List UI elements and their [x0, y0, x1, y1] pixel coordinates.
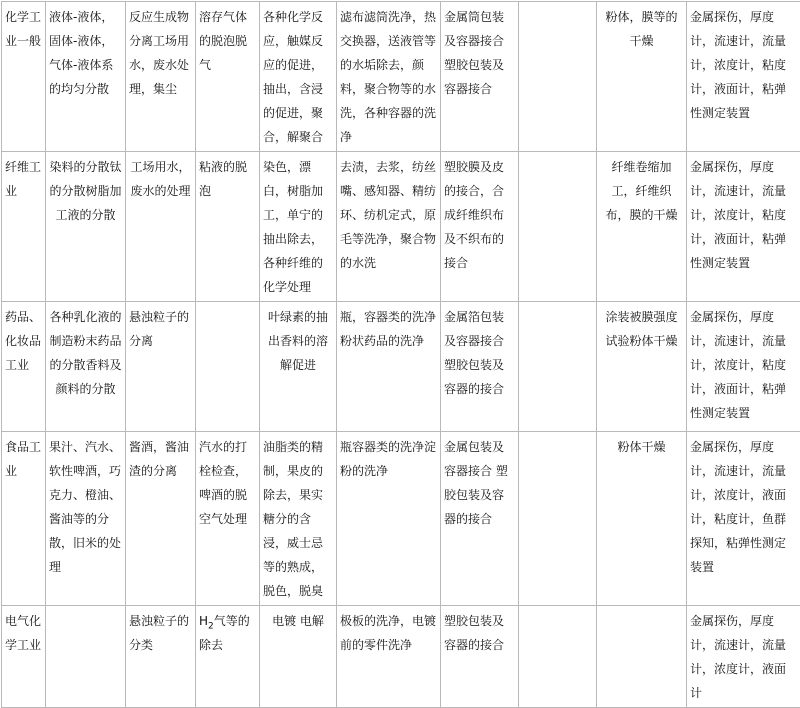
industry-cell: 纤维工业: [2, 152, 46, 302]
measurement-cell: 金属探伤，厚度计，流速计，流量计，浓度计，液面计，粘度计，鱼群探知，粘弹性测定装置: [687, 432, 800, 606]
table-row: [2, 432, 800, 606]
table-row: [2, 2, 800, 152]
separation-cell: 酱酒，酱油渣的分离: [126, 432, 196, 606]
dispersion-cell: 各种乳化液的制造粉末药品的分散香料及颜料的分散: [46, 302, 126, 432]
measurement-cell: 金属探伤，厚度计，流速计，流量计，浓度计，粘度计，液面计，粘弹性测定装置: [687, 152, 800, 302]
separation-cell: 悬浊粒子的分离: [126, 302, 196, 432]
separation-cell: 工场用水，废水的处理: [126, 152, 196, 302]
industry-cell: 食品工业: [2, 432, 46, 606]
cleaning-cell: 滤布滤筒洗净，热交换器，送液管等的水垢除去，颜料，聚合物等的水洗，各种容器的洗净: [337, 2, 441, 152]
drying-cell: [597, 606, 687, 708]
drying-cell: 粉体干燥: [597, 432, 687, 606]
measurement-cell: 金属探伤，厚度计，流速计，流量计，浓度计，粘度计，液面计，粘弹性测定装置: [687, 2, 800, 152]
degassing-cell: 汽水的打栓检查，啤酒的脱空气处理: [196, 432, 260, 606]
welding-cell: 塑胶包装及容器的接合: [441, 606, 519, 708]
degassing-cell: [196, 302, 260, 432]
cleaning-cell: 瓶容器类的洗净淀粉的洗净: [337, 432, 441, 606]
separation-cell: 反应生成物分离工场用水，废水处理，集尘: [126, 2, 196, 152]
industry-cell: 电气化学工业: [2, 606, 46, 708]
cleaning-cell: 去渍，去浆，纺丝嘴、感知器、精纺环、纺机定式，原毛等洗净，聚合物的水洗: [337, 152, 441, 302]
welding-cell: 金属箔包装及容器接合 塑胶包装及容器的接合: [441, 302, 519, 432]
reaction-cell: 染色，漂白，树脂加工，单宁的抽出除去，各种纤维的化学处理: [260, 152, 337, 302]
degassing-suffix: 气等的除去: [199, 614, 250, 652]
welding-cell: 金属筒包装及容器接合 塑胶包装及容器接合: [441, 2, 519, 152]
degassing-prefix: H: [199, 614, 208, 628]
degassing-subscript: 2: [208, 621, 214, 631]
reaction-cell: 油脂类的精制，果皮的除去，果实糖分的含浸，威士忌等的熟成，脱色，脱臭: [260, 432, 337, 606]
welding-cell: 塑胶膜及皮的接合，合成纤维织布及不织布的接合: [441, 152, 519, 302]
drying-cell: 粉体，膜等的干燥: [597, 2, 687, 152]
reaction-cell: 电镀 电解: [260, 606, 337, 708]
application-table: [1, 1, 800, 708]
reaction-cell: 叶绿素的抽出香料的溶解促进: [260, 302, 337, 432]
industry-cell: 化学工业一般: [2, 2, 46, 152]
measurement-cell: 金属探伤，厚度计，流速计，流量计，浓度计，粘度计，液面计，粘弹性测定装置: [687, 302, 800, 432]
empty-cell: [519, 152, 597, 302]
reaction-cell: 各种化学反应，触媒反应的促进，抽出，含浸的促进，聚合，解聚合: [260, 2, 337, 152]
table-row: [2, 302, 800, 432]
measurement-cell: 金属探伤，厚度计，流速计，流量计，浓度计，液面计: [687, 606, 800, 708]
empty-cell: [519, 302, 597, 432]
separation-cell: 悬浊粒子的分类: [126, 606, 196, 708]
drying-cell: 纤维卷缩加工，纤维织布，膜的干燥: [597, 152, 687, 302]
table-row: [2, 152, 800, 302]
dispersion-cell: [46, 606, 126, 708]
industry-cell: 药品、化妆品工业: [2, 302, 46, 432]
drying-cell: 涂装被膜强度试验粉体干燥: [597, 302, 687, 432]
dispersion-cell: 液体-液体，固体-液体，气体-液体系的均匀分散: [46, 2, 126, 152]
cleaning-cell: 瓶，容器类的洗净粉状药品的洗净: [337, 302, 441, 432]
welding-cell: 金属包装及容器接合 塑胶包装及容器的接合: [441, 432, 519, 606]
dispersion-cell: 果汁、汽水、软性啤酒，巧克力、橙油、酱油等的分散，旧米的处理: [46, 432, 126, 606]
empty-cell: [519, 606, 597, 708]
empty-cell: [519, 432, 597, 606]
degassing-cell: [196, 606, 260, 708]
table-row: [2, 606, 800, 708]
degassing-cell: 粘液的脱泡: [196, 152, 260, 302]
degassing-cell: 溶存气体的脱泡脱气: [196, 2, 260, 152]
empty-cell: [519, 2, 597, 152]
cleaning-cell: 极板的洗净，电镀前的零件洗净: [337, 606, 441, 708]
dispersion-cell: 染料的分散钛的分散树脂加工液的分散: [46, 152, 126, 302]
